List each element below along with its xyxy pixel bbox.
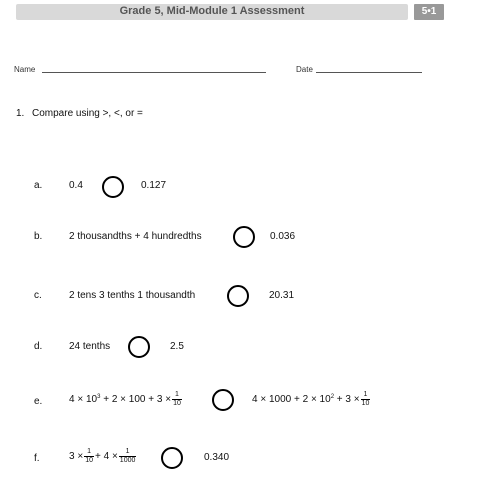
fraction-denominator: 10 bbox=[85, 457, 93, 464]
item-letter: a. bbox=[34, 180, 43, 191]
module-badge: 5•1 bbox=[414, 4, 444, 20]
left-value: 2 tens 3 tenths 1 thousandth bbox=[69, 290, 196, 301]
item-letter: e. bbox=[34, 396, 43, 407]
date-label: Date bbox=[296, 65, 313, 74]
left-value: 0.4 bbox=[69, 180, 83, 191]
right-expression bbox=[252, 391, 371, 408]
left-expression bbox=[69, 448, 137, 465]
header-bar bbox=[16, 4, 408, 20]
fraction-denominator: 10 bbox=[173, 400, 181, 407]
item-letter: c. bbox=[34, 290, 42, 301]
right-value: 2.5 bbox=[170, 341, 184, 352]
right-term-b: + 3 × bbox=[334, 394, 360, 406]
answer-circle[interactable] bbox=[212, 389, 234, 411]
question-number: 1. bbox=[16, 108, 25, 119]
header-title: Grade 5, Mid-Module 1 Assessment bbox=[119, 5, 305, 17]
answer-circle[interactable] bbox=[102, 176, 124, 198]
right-value: 20.31 bbox=[269, 290, 295, 301]
left-value: 24 tenths bbox=[69, 341, 111, 352]
left-expression bbox=[69, 391, 183, 408]
item-letter: f. bbox=[34, 453, 40, 464]
answer-circle[interactable] bbox=[128, 336, 150, 358]
right-fraction bbox=[361, 391, 371, 408]
right-term-a: 4 × 1000 + 2 × 10 bbox=[252, 394, 331, 406]
left-term-a: 4 × 10 bbox=[69, 394, 98, 406]
item-a bbox=[0, 176, 496, 206]
left-exponent: 3 bbox=[97, 393, 101, 400]
name-field-line[interactable] bbox=[42, 72, 266, 73]
left-term-a: 3 × bbox=[69, 451, 84, 463]
left-term-b: + 4 × bbox=[94, 451, 118, 463]
item-b bbox=[0, 226, 496, 256]
left-fraction bbox=[172, 391, 182, 408]
item-letter: d. bbox=[34, 341, 43, 352]
right-value: 0.127 bbox=[141, 180, 167, 191]
fraction-denominator: 10 bbox=[361, 400, 370, 407]
name-label: Name bbox=[14, 65, 36, 74]
answer-circle[interactable] bbox=[227, 285, 249, 307]
left-term-b: + 2 × 100 + 3 × bbox=[100, 394, 172, 406]
fraction-numerator: 1 bbox=[361, 391, 371, 400]
left-value: 2 thousandths + 4 hundredths bbox=[69, 231, 202, 242]
right-value: 0.340 bbox=[204, 452, 230, 463]
question-1 bbox=[16, 108, 143, 119]
fraction-numerator: 1 bbox=[84, 448, 94, 457]
question-prompt: Compare using >, <, or = bbox=[32, 108, 143, 119]
answer-circle[interactable] bbox=[233, 226, 255, 248]
fraction-numerator: 1 bbox=[172, 391, 182, 400]
answer-circle[interactable] bbox=[161, 447, 183, 469]
item-e bbox=[0, 387, 496, 417]
left-fraction-2 bbox=[119, 448, 137, 465]
right-value: 0.036 bbox=[270, 231, 296, 242]
date-field-line[interactable] bbox=[316, 72, 422, 73]
item-f bbox=[0, 446, 496, 476]
left-fraction-1 bbox=[84, 448, 94, 465]
fraction-denominator: 1000 bbox=[119, 457, 136, 464]
item-letter: b. bbox=[34, 231, 43, 242]
item-d bbox=[0, 336, 496, 366]
fraction-numerator: 1 bbox=[119, 448, 137, 457]
right-exponent: 2 bbox=[330, 393, 335, 400]
item-c bbox=[0, 285, 496, 315]
